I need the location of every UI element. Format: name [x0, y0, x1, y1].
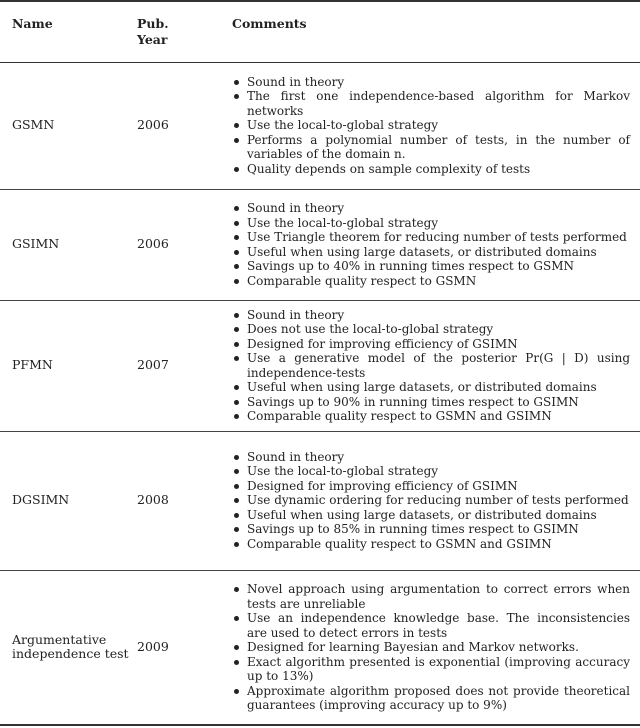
comments-cell — [232, 62, 640, 189]
comment-item: Exact algorithm presented is exponential (improving accuracy up to 13%) — [247, 654, 630, 683]
comment-item: Does not use the local-to-global strategy — [247, 322, 630, 337]
header-year — [137, 1, 232, 62]
comment-item: Use Triangle theorem for reducing number of tests performed — [247, 230, 630, 245]
comments-list — [232, 75, 640, 177]
comment-item: The first one independence-based algorithm for Markov networks — [247, 89, 630, 118]
comment-item: Comparable quality respect to GSMN — [247, 274, 630, 289]
comment-item: Designed for learning Bayesian and Markov networks. — [247, 640, 630, 655]
comment-item: Performs a polynomial number of tests, in the number of variables of the domain n. — [247, 132, 630, 162]
table-row — [0, 570, 640, 725]
table-row — [0, 62, 640, 189]
comment-item: Use dynamic ordering for reducing number of tests performed — [247, 493, 629, 508]
comments-list — [232, 308, 640, 424]
comment-item: Comparable quality respect to GSMN and GSIMN — [247, 537, 630, 552]
comment-item: Designed for improving efficiency of GSIMN — [247, 337, 630, 352]
comment-item: Use the local-to-global strategy — [247, 118, 630, 133]
comment-item: Use the local-to-global strategy — [247, 216, 630, 231]
comment-item: Use an independence knowledge base. The inconsistencies are used to detect errors in tests — [247, 611, 630, 640]
comment-item: Novel approach using argumentation to correct errors when tests are unreliable — [247, 582, 630, 611]
algorithm-name: GSIMN — [12, 236, 60, 252]
publication-year: 2006 — [137, 236, 169, 252]
comments-list — [232, 201, 640, 288]
comments-cell — [232, 570, 640, 725]
table-row — [0, 300, 640, 431]
table-row — [0, 189, 640, 300]
comment-item: Sound in theory — [247, 201, 630, 216]
comment-item: Sound in theory — [247, 75, 630, 90]
comments-cell — [232, 431, 640, 570]
comment-item: Savings up to 90% in running times respect to GSIMN — [247, 395, 630, 410]
algorithm-name: DGSIMN — [12, 492, 70, 508]
comment-item: Savings up to 40% in running times respect to GSMN — [247, 259, 630, 274]
comment-item: Use the local-to-global strategy — [247, 464, 630, 479]
publication-year: 2006 — [137, 117, 169, 133]
comment-item: Designed for improving efficiency of GSIMN — [247, 479, 630, 494]
comment-item: Quality depends on sample complexity of tests — [247, 162, 630, 177]
header-name: Name — [12, 16, 53, 31]
comments-cell — [232, 300, 640, 431]
algorithm-name: PFMN — [12, 357, 53, 373]
publication-year: 2009 — [137, 639, 169, 654]
comment-item: Useful when using large datasets, or distributed domains — [247, 508, 630, 523]
comment-item: Sound in theory — [247, 308, 630, 323]
comment-item: Use a generative model of the posterior Pr(G | D) using independence-tests — [247, 351, 630, 380]
comments-list — [232, 582, 640, 713]
comment-item: Approximate algorithm proposed does not provide theoretical guarantees (improving accuracy up to 9%) — [247, 683, 630, 712]
comments-list — [232, 450, 640, 552]
comment-item: Comparable quality respect to GSMN and GSIMN — [247, 409, 630, 424]
comments-cell — [232, 189, 640, 300]
comment-item: Useful when using large datasets, or distributed domains — [247, 380, 630, 395]
publication-year: 2008 — [137, 492, 169, 508]
algorithm-name: GSMN — [12, 117, 55, 133]
table-row — [0, 431, 640, 570]
comment-item: Sound in theory — [247, 450, 630, 465]
publication-year: 2007 — [137, 357, 169, 373]
algorithm-name: Argumentative independence test — [12, 631, 129, 662]
comment-item: Savings up to 85% in running times respect to GSIMN — [247, 522, 630, 537]
header-comments: Comments — [232, 16, 307, 31]
comment-item: Useful when using large datasets, or distributed domains — [247, 245, 630, 260]
header-year-label: Pub. Year — [137, 16, 169, 47]
table-header-row — [0, 1, 640, 62]
